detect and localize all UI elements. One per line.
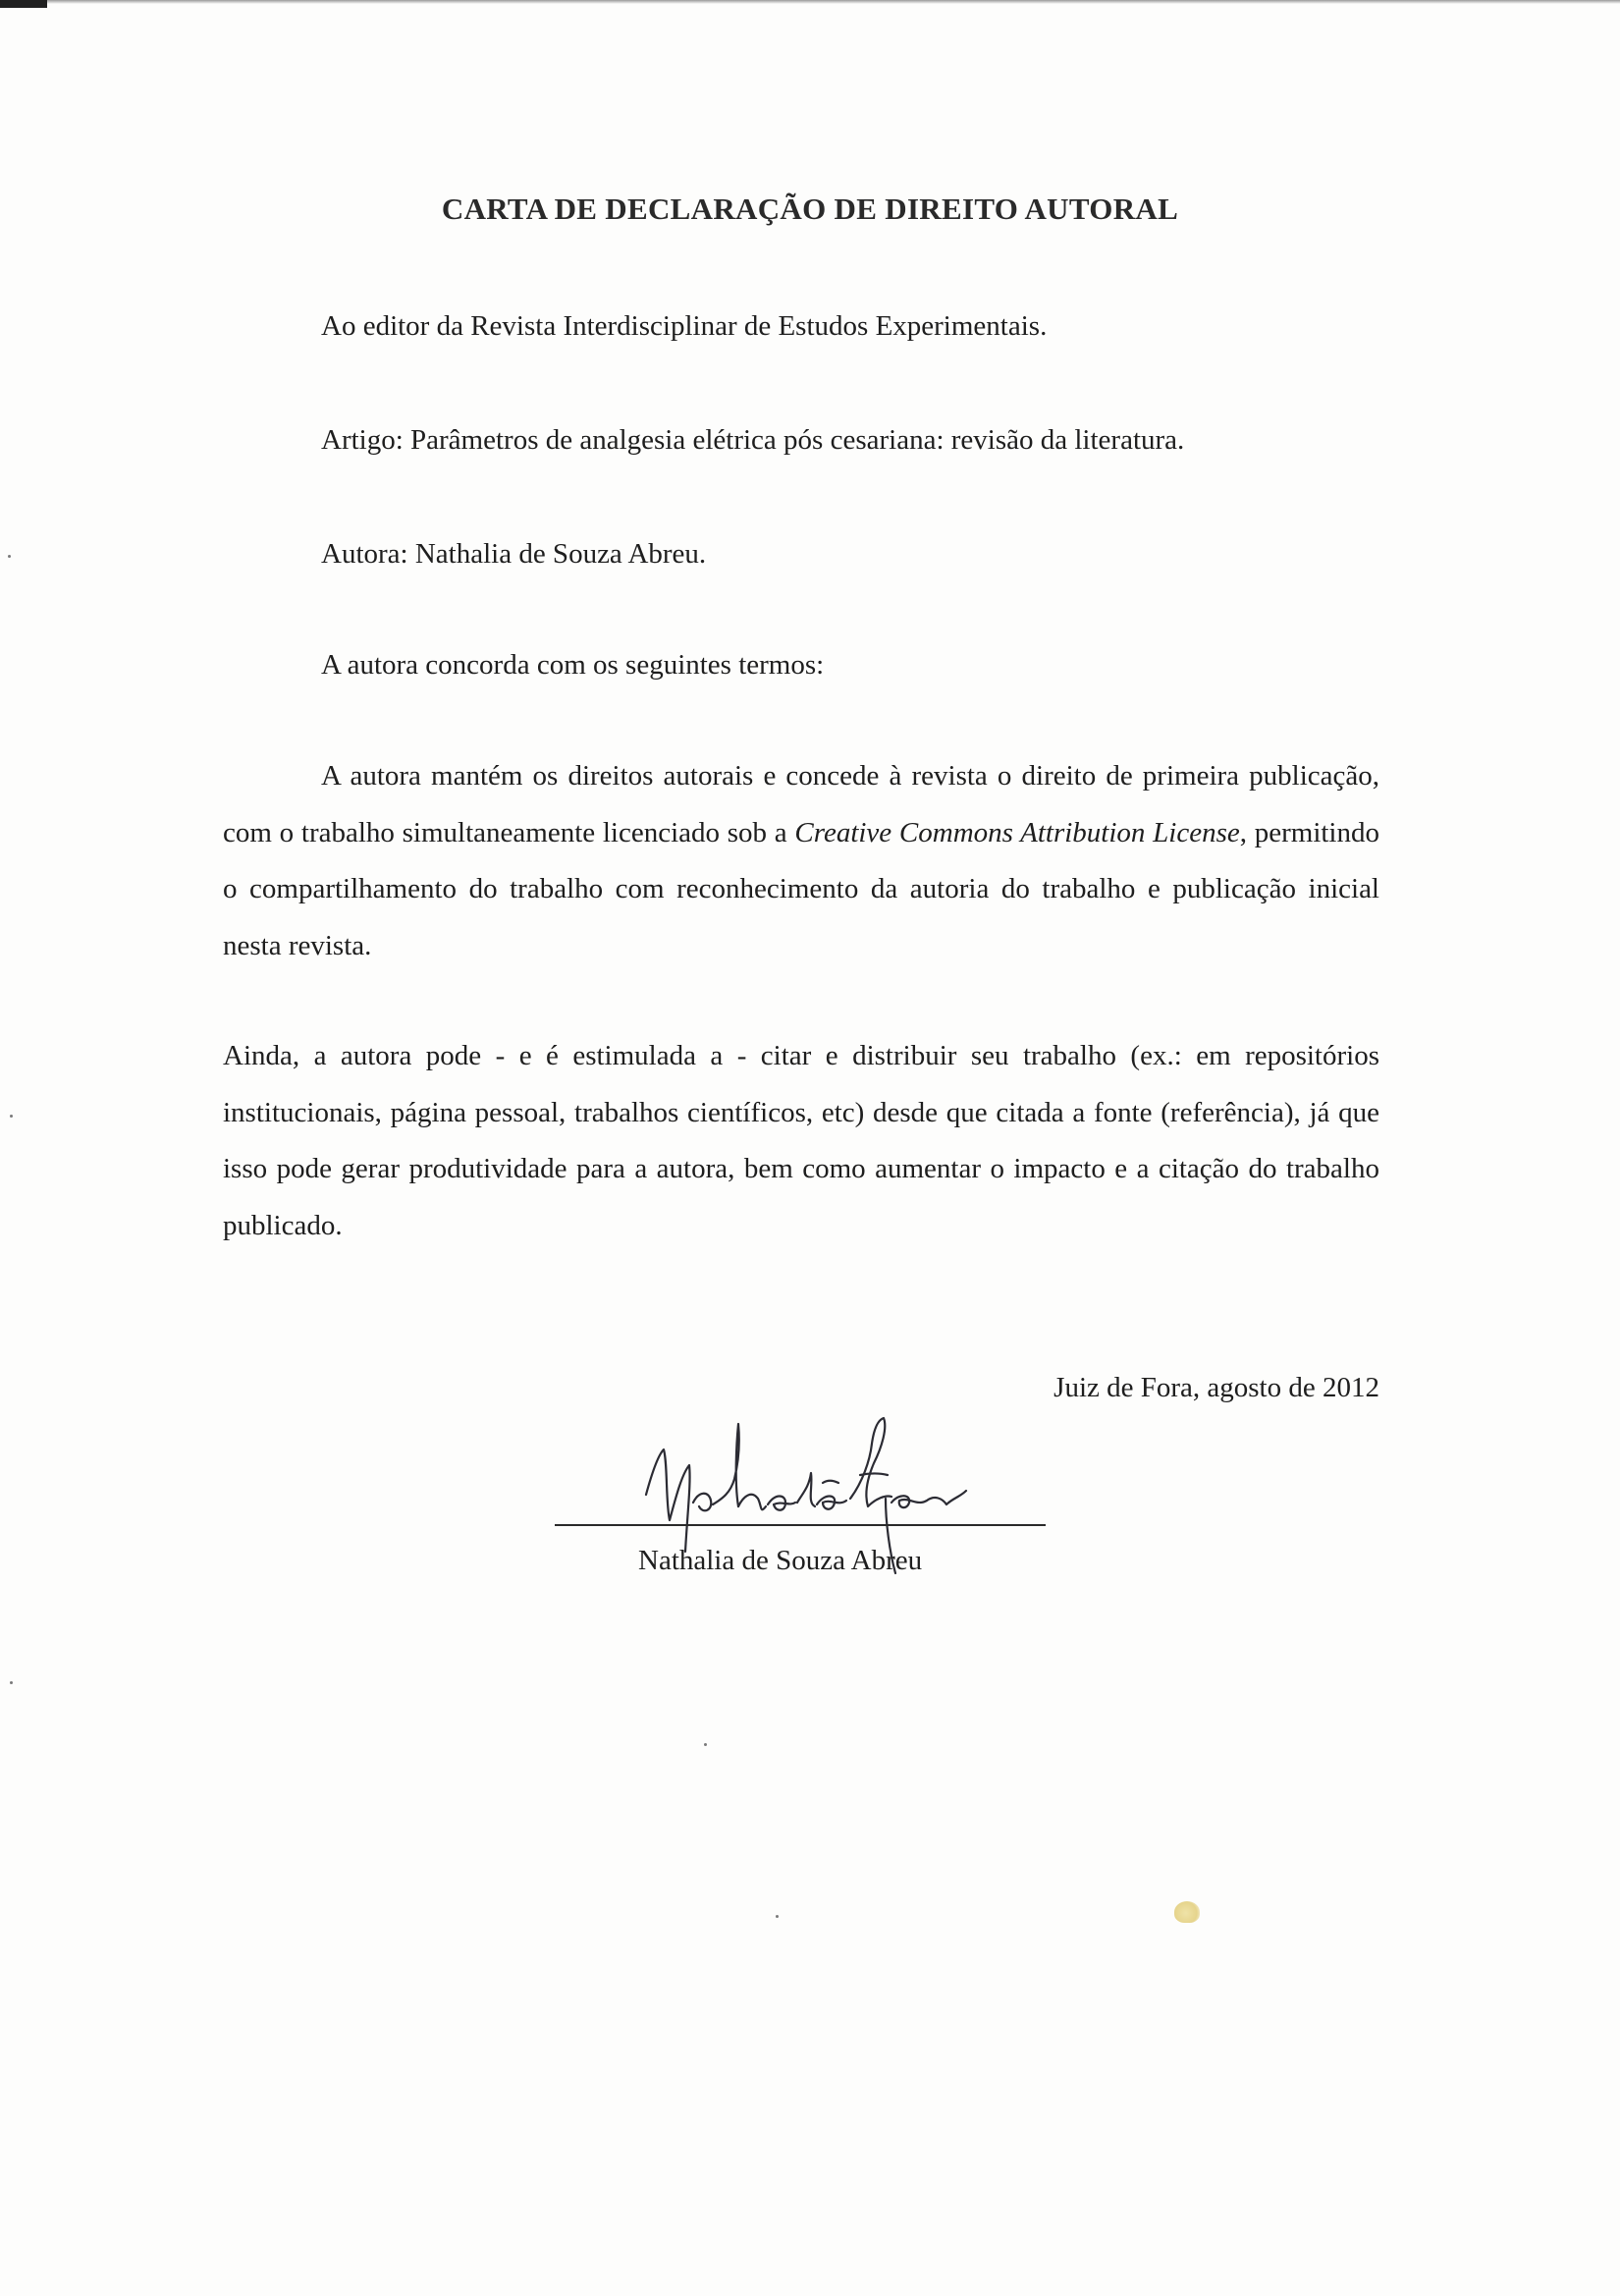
scan-speck <box>10 1115 13 1118</box>
scan-speck <box>776 1915 779 1918</box>
author-line: Autora: Nathalia de Souza Abreu. <box>321 538 707 570</box>
document-title: CARTA DE DECLARAÇÃO DE DIREITO AUTORAL <box>441 191 1179 226</box>
agreement-intro: A autora concorda com os seguintes termos: <box>321 649 825 681</box>
scan-top-edge <box>0 0 1620 4</box>
addressee-line: Ao editor da Revista Interdisciplinar de Estudos Experimentais. <box>321 310 1048 342</box>
paper-stain <box>1174 1901 1200 1923</box>
scan-speck <box>8 555 11 558</box>
place-date: Juiz de Fora, agosto de 2012 <box>1053 1372 1379 1403</box>
distribution-paragraph: Ainda, a autora pode - e é estimulada a - citar e distribuir seu trabalho (ex.: em repositórios institucionais, página pessoal, trabalhos científicos, etc) desde que citada a fonte (referência), já que isso pode gerar produtividade para a autora, bem como aumentar o impacto e a citação do trabalho publicado. <box>223 1040 1379 1241</box>
scan-speck <box>704 1743 707 1746</box>
article-line: Artigo: Parâmetros de analgesia elétrica pós cesariana: revisão da literatura. <box>321 424 1185 456</box>
signer-name: Nathalia de Souza Abreu <box>638 1545 923 1576</box>
scan-corner-mark <box>0 0 47 8</box>
rights-paragraph <box>223 748 1379 974</box>
rights-text-start: A autora mantém os direitos autorais e concede à revista o direito de primeira publicação, com o trabalho simultaneamente licenciado sob a <box>223 760 1379 848</box>
license-name: Creative Commons Attribution License <box>794 816 1240 848</box>
rights-text-end: , permitindo o compartilhamento do trabalho com reconhecimento da autoria do trabalho e publicação inicial nesta revista. <box>223 816 1379 961</box>
scan-speck <box>10 1681 13 1684</box>
signature-line <box>555 1524 1046 1526</box>
